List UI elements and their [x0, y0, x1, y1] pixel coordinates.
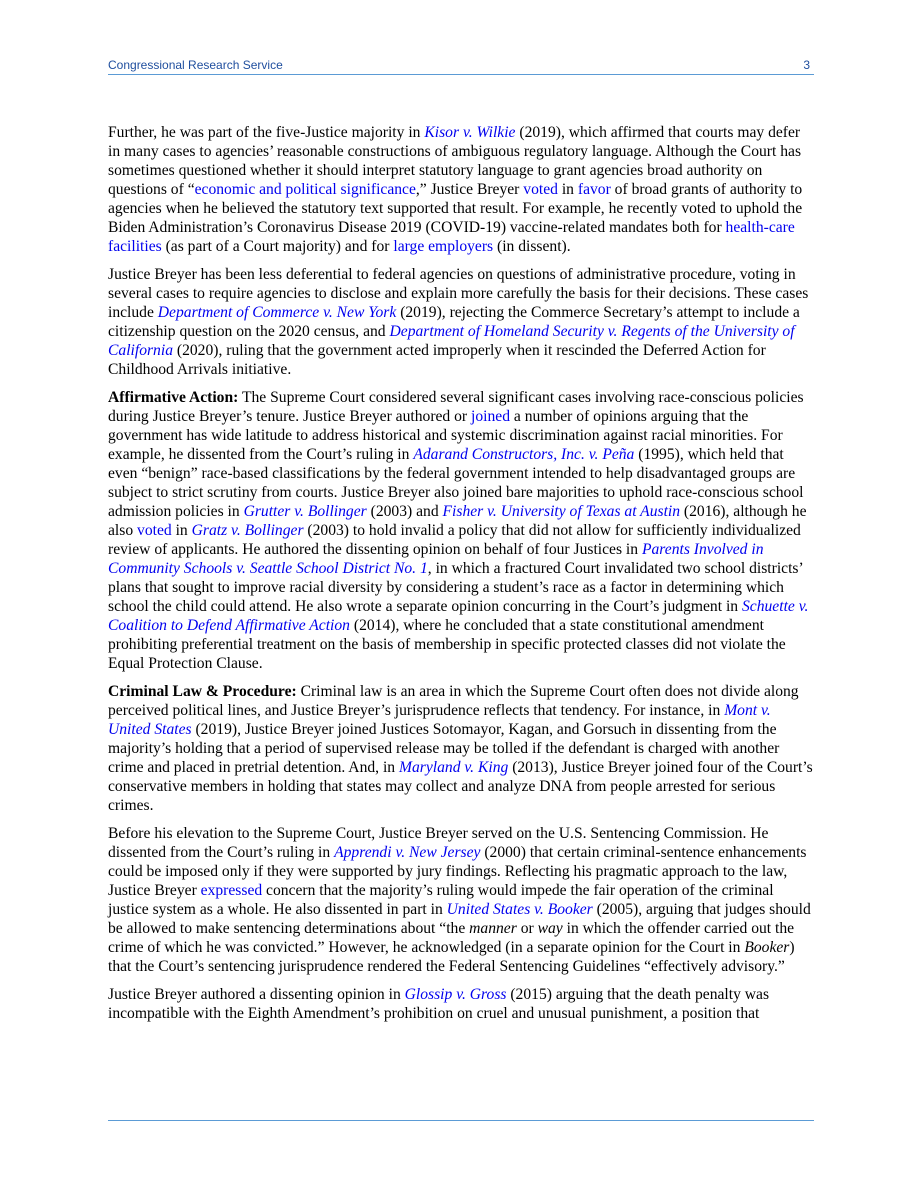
link-economic-political-significance[interactable]: economic and political significance [194, 181, 416, 198]
link-mont-v-united-states[interactable]: Mont v. United States [108, 702, 771, 738]
link-kisor-v-wilkie[interactable]: Kisor v. Wilkie [424, 124, 516, 141]
link-schuette-v-coalition[interactable]: Schuette v. Coalition to Defend Affirmative Action [108, 598, 809, 634]
document-body [108, 123, 816, 1032]
link-united-states-v-booker[interactable]: United States v. Booker [446, 901, 593, 918]
heading-affirmative-action: Affirmative Action: [108, 389, 239, 406]
paragraph-administrative-procedure: Justice Breyer has been less deferential to federal agencies on questions of administrative procedure, voting in several cases to require agencies to disclose and explain more carefully the basis for their decisions. These cases include Department of Commerce v. New York (2019), rejecting the Commerce Secretary’s attempt to include a citizenship question on the 2020 census, and Department of Homeland Security v. Regents of the University of California (2020), ruling that the government acted improperly when it rescinded the Deferred Action for Childhood Arrivals initiative. [108, 266, 809, 378]
link-joined[interactable]: joined [471, 408, 511, 425]
paragraph-death-penalty: Justice Breyer authored a dissenting opinion in Glossip v. Gross (2015) arguing that the death penalty was incompatible with the Eighth Amendment’s prohibition on cruel and unusual punishment, a position that [108, 986, 770, 1022]
link-voted[interactable]: voted [523, 181, 558, 198]
italic-booker: Booker [744, 939, 790, 956]
page-number: 3 [803, 58, 810, 72]
link-adarand-v-pena[interactable]: Adarand Constructors, Inc. v. Peña [413, 446, 635, 463]
heading-criminal-law: Criminal Law & Procedure: [108, 683, 297, 700]
link-dhs-v-regents[interactable]: Department of Homeland Security v. Regents of the University of California [108, 323, 795, 359]
link-health-care-facilities[interactable]: health-care facilities [108, 219, 795, 255]
link-apprendi-v-new-jersey[interactable]: Apprendi v. New Jersey [334, 844, 481, 861]
link-maryland-v-king[interactable]: Maryland v. King [399, 759, 509, 776]
link-gratz-v-bollinger[interactable]: Gratz v. Bollinger [191, 522, 304, 539]
paragraph-affirmative-action: Affirmative Action: The Supreme Court considered several significant cases involving race-conscious policies during Justice Breyer’s tenure. Justice Breyer authored or joined a number of opinions arguing that the government has wide latitude to address historical and systemic discrimination against racial minorities. For example, he dissented from the Court’s ruling in Adarand Constructors, Inc. v. Peña (1995), which held that even “benign” race-based classifications by the federal government intended to help disadvantaged groups are subject to strict scrutiny from courts. Justice Breyer also joined bare majorities to uphold race-conscious school admission policies in Grutter v. Bollinger (2003) and Fisher v. University of Texas at Austin (2016), although he also voted in Gratz v. Bollinger (2003) to hold invalid a policy that did not allow for sufficiently individualized review of applicants. He authored the dissenting opinion on behalf of four Justices in Parents Involved in Community Schools v. Seattle School District No. 1, in which a fractured Court invalidated two school districts’ plans that sought to improve racial diversity by considering a student’s race as a factor in determining which school the child could attend. He also wrote a separate opinion concurring in the Court’s judgment in Schuette v. Coalition to Defend Affirmative Action (2014), where he concluded that a state constitutional amendment prohibiting preferential treatment on the basis of membership in specific protected classes did not violate the Equal Protection Clause. [108, 389, 809, 672]
link-parents-involved[interactable]: Parents Involved in Community Schools v. Seattle School District No. 1 [108, 541, 764, 577]
page-header [108, 58, 814, 74]
italic-manner: manner [469, 920, 517, 937]
link-favor[interactable]: favor [577, 181, 611, 198]
link-voted-gratz[interactable]: voted [137, 522, 172, 539]
link-large-employers[interactable]: large employers [393, 238, 494, 255]
paragraph-criminal-law: Criminal Law & Procedure: Criminal law is an area in which the Supreme Court often does not divide along perceived political lines, and Justice Breyer’s jurisprudence reflects that tendency. For instance, in Mont v. United States (2019), Justice Breyer joined Justices Sotomayor, Kagan, and Gorsuch in dissenting from the majority’s holding that a period of supervised release may be tolled if the defendant is charged with another crime and placed in pretrial detention. And, in Maryland v. King (2013), Justice Breyer joined four of the Court’s conservative members in holding that states may collect and analyze DNA from people arrested for serious crimes. [108, 683, 813, 814]
header-organization: Congressional Research Service [108, 58, 283, 72]
footer-rule [108, 1120, 814, 1121]
link-fisher-v-texas[interactable]: Fisher v. University of Texas at Austin [442, 503, 681, 520]
link-expressed[interactable]: expressed [200, 882, 263, 899]
link-commerce-v-new-york[interactable]: Department of Commerce v. New York [157, 304, 397, 321]
paragraph-agency-deference: Further, he was part of the five-Justice majority in Kisor v. Wilkie (2019), which affirmed that courts may defer in many cases to agencies’ reasonable constructions of ambiguous regulatory language. Although the Court has sometimes questioned whether it should interpret statutory language to grant agencies broad authority on questions of “economic and political significance,” Justice Breyer voted in favor of broad grants of authority to agencies when he believed the statutory text supported that result. For example, he recently voted to uphold the Biden Administration’s Coronavirus Disease 2019 (COVID-19) vaccine-related mandates both for health-care facilities (as part of a Court majority) and for large employers (in dissent). [108, 124, 803, 255]
italic-way: way [537, 920, 563, 937]
link-grutter-v-bollinger[interactable]: Grutter v. Bollinger [243, 503, 367, 520]
link-glossip-v-gross[interactable]: Glossip v. Gross [404, 986, 507, 1003]
header-rule [108, 74, 814, 75]
paragraph-sentencing: Before his elevation to the Supreme Court, Justice Breyer served on the U.S. Sentencing Commission. He dissented from the Court’s ruling in Apprendi v. New Jersey (2000) that certain criminal-sentence enhancements could be imposed only if they were supported by jury findings. Reflecting his pragmatic approach to the law, Justice Breyer expressed concern that the majority’s ruling would impede the fair operation of the criminal justice system as a whole. He also dissented in part in United States v. Booker (2005), arguing that judges should be allowed to make sentencing determinations about “the manner or way in which the offender carried out the crime of which he was convicted.” However, he acknowledged (in a separate opinion for the Court in Booker) that the Court’s sentencing jurisprudence rendered the Federal Sentencing Guidelines “effectively advisory.” [108, 825, 811, 975]
